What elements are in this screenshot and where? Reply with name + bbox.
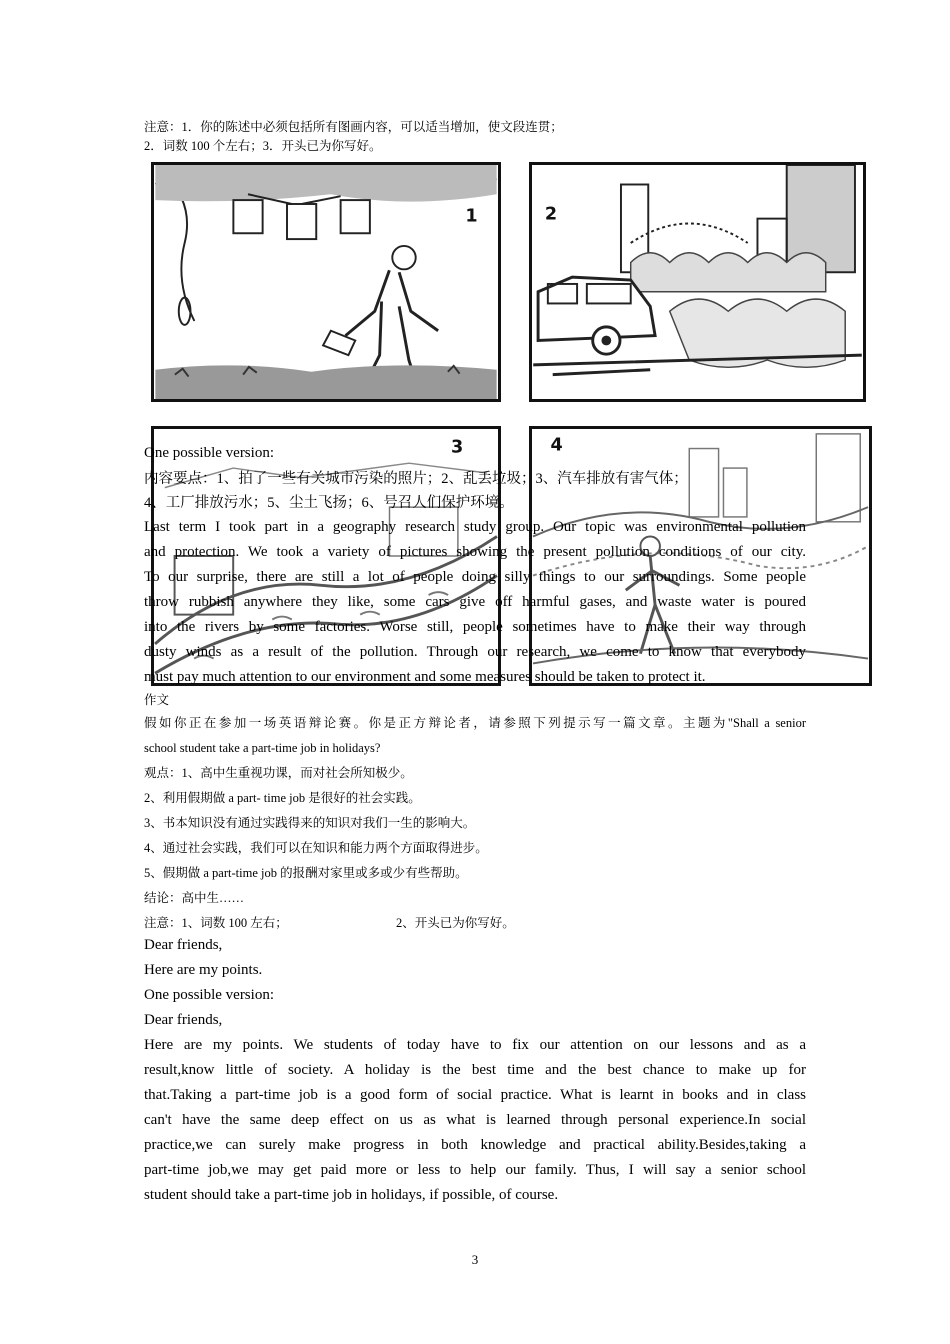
task2-note-left: 注意：1、词数 100 左右； (144, 916, 288, 930)
task2-essay-line: student should take a part-time job in holidays, if possible, of course. (144, 1187, 559, 1203)
page-number: 3 (471, 1252, 479, 1267)
panel-number-3: 3 (451, 437, 464, 458)
essay1-version-label: One possible version: (144, 445, 274, 461)
task2-prompt-line-2: school student take a part-time job in holidays? (144, 741, 381, 755)
task2-salutation: Dear friends, (144, 1012, 223, 1028)
task2-opening-line: Here are my points. (144, 962, 263, 978)
essay1-points-line-2: 4、工厂排放污水；5、尘土飞扬；6、号召人们保护环境。 (144, 495, 514, 511)
note-line-2: 2．词数 100 个左右；3．开头已为你写好。 (144, 139, 382, 153)
panel-number-2: 2 (544, 204, 558, 225)
essay1-line: and protection. We took a variety of pictures showing the present pollution conditions of our city. (144, 544, 806, 560)
task2-essay-line: can't have the same deep effect on us as what is learned through personal experience.In social (144, 1112, 806, 1128)
task2-heading: 作文 (144, 693, 170, 707)
picture-panel-1 (151, 162, 501, 402)
task2-point: 2、利用假期做 a part- time job 是很好的社会实践。 (144, 791, 421, 805)
task2-essay-line: part-time job,we may get paid more or less to help our family. Thus, I will say a senior school (144, 1162, 806, 1178)
task2-prompt-line-1: 假如你正在参加一场英语辩论赛。你是正方辩论者，请参照下列提示写一篇文章。主题为"Shall a senior (144, 716, 806, 730)
task2-essay-line: practice,we can surely make progress in both knowledge and practical ability.Besides,taking a (144, 1137, 806, 1153)
essay1-line: Last term I took part in a geography research study group. Our topic was environmental pollution (144, 519, 806, 535)
essay1-line: throw rubbish anywhere they like, some cars give off harmful gases, and waste water is poured (144, 594, 806, 610)
essay1-line: into the rivers by some factories. Worse still, people sometimes have to make their way through (144, 619, 806, 635)
panel-number-4: 4 (550, 435, 563, 456)
essay1-points-line-1: 内容要点：1、拍了一些有关城市污染的照片；2、乱丢垃圾；3、汽车排放有害气体； (144, 471, 688, 487)
task2-point: 5、假期做 a part-time job 的报酬对家里或多或少有些帮助。 (144, 866, 468, 880)
illustration-car-exhaust (532, 165, 863, 399)
note-line-1: 注意：1．你的陈述中必须包括所有图画内容，可以适当增加，使文段连贯； (144, 120, 563, 134)
task2-version-label: One possible version: (144, 987, 274, 1003)
task2-note-right: 2、开头已为你写好。 (396, 916, 515, 930)
essay1-line: must pay much attention to our environment and some measures should be taken to protect it. (144, 669, 706, 685)
task2-conclusion: 结论：高中生…… (144, 891, 245, 905)
task2-essay-line: that.Taking a part-time job is a good form of social practice. What is learnt in books and in class (144, 1087, 806, 1103)
task2-opening-salutation: Dear friends, (144, 937, 223, 953)
illustration-littering (154, 165, 498, 399)
essay1-line: To our surprise, there are still a lot of people doing silly things to our surroundings. Some people (144, 569, 806, 585)
task2-essay-line: result,know little of society. A holiday is the best time and the best chance to make up for (144, 1062, 806, 1078)
task2-essay-line: Here are my points. We students of today have to fix our attention on our lessons and as a (144, 1037, 806, 1053)
picture-panel-2 (529, 162, 866, 402)
panel-number-1: 1 (465, 206, 478, 227)
essay1-line: dusty winds as a result of the pollution. Through our research, we come to know that everybody (144, 644, 806, 660)
task2-point: 3、书本知识没有通过实践得来的知识对我们一生的影响大。 (144, 816, 476, 830)
task2-point: 4、通过社会实践，我们可以在知识和能力两个方面取得进步。 (144, 841, 488, 855)
task2-point: 观点：1、高中生重视功课，而对社会所知极少。 (144, 766, 413, 780)
